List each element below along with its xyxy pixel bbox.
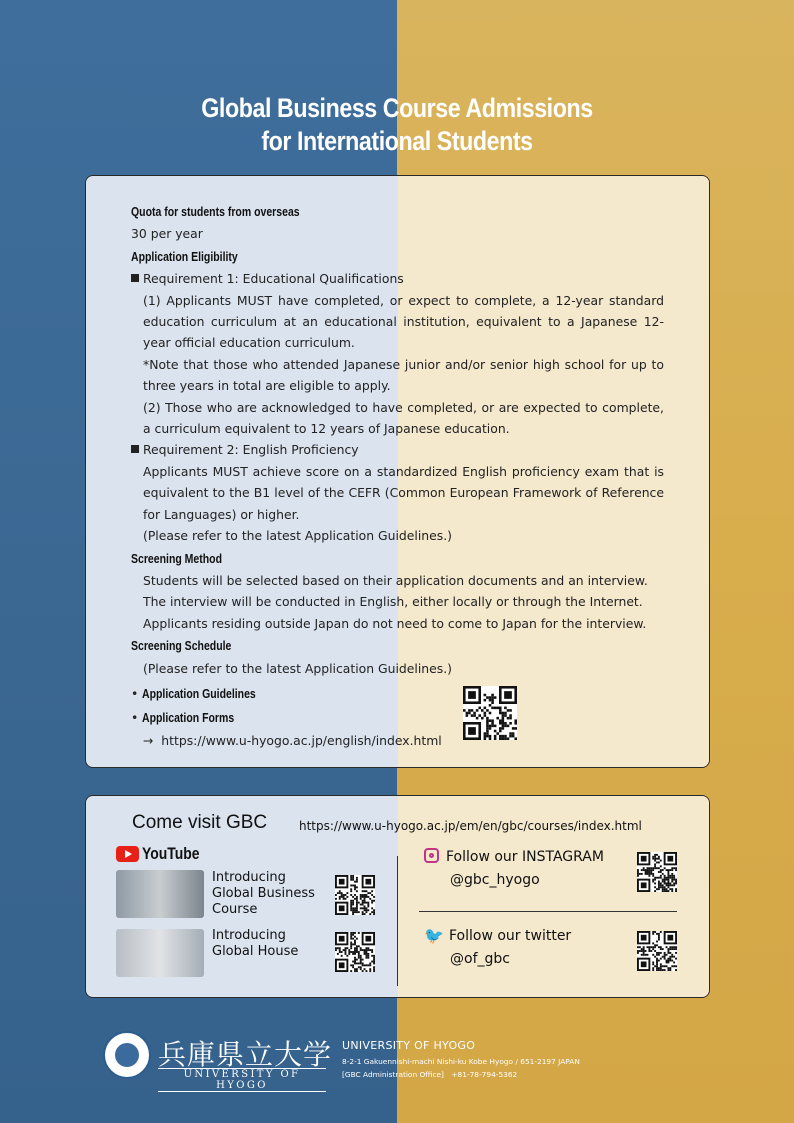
- qr-code-twitter[interactable]: [637, 931, 677, 971]
- guidelines-bullet: • Application Guidelines: [131, 685, 257, 701]
- quota-value: 30 per year: [131, 226, 203, 242]
- arrow-right-icon: →: [143, 732, 154, 748]
- screening-method-line-3: Applicants residing outside Japan do not need to come to Japan for the interview.: [143, 615, 647, 631]
- page-title: [56, 92, 739, 158]
- qr-code-application[interactable]: [463, 686, 517, 740]
- screening-schedule-line: (Please refer to the latest Application Guidelines.): [143, 660, 453, 676]
- office-phone: [GBC Administration Office] +81-78-794-5362: [342, 1070, 518, 1079]
- requirement-2-paragraph-1: Applicants MUST achieve score on a standardized English proficiency exam that is equivalent to the B1 level of the CEFR (Common European Framework of Reference for Languages) or higher.: [143, 463, 664, 522]
- instagram-icon: [424, 848, 439, 863]
- video-thumbnail-global-house[interactable]: [116, 929, 204, 977]
- requirement-2-paragraph-2: (Please refer to the latest Application Guidelines.): [143, 528, 453, 544]
- youtube-icon: [116, 846, 139, 862]
- address: 8-2-1 Gakuennishi-machi Nishi-ku Kobe Hyogo / 651-2197 JAPAN: [342, 1057, 580, 1066]
- university-seal-logo: [103, 1031, 151, 1079]
- requirement-1-paragraph-1: (1) Applicants MUST have completed, or expect to complete, a 12-year standard education curriculum at an educational institution, equivalent to a Japanese 12-year official education curriculum.: [143, 292, 664, 351]
- youtube-logo: YouTube: [116, 844, 212, 864]
- square-bullet-icon: [131, 274, 139, 282]
- university-name-japanese: 兵庫県立大学: [158, 1038, 333, 1071]
- divider-vertical: [397, 856, 398, 986]
- title-line-1: Global Business Course Admissions: [201, 93, 593, 123]
- application-link[interactable]: → https://www.u-hyogo.ac.jp/english/index.html: [143, 732, 442, 748]
- title-line-2: for International Students: [261, 126, 533, 156]
- address-block: [342, 1055, 580, 1081]
- admissions-info-panel: [85, 175, 710, 768]
- divider-horizontal: [419, 911, 677, 912]
- qr-code-instagram[interactable]: [637, 852, 677, 892]
- requirement-2-title: Requirement 2: English Proficiency: [131, 439, 664, 460]
- forms-bullet: • Application Forms: [131, 710, 235, 726]
- university-name: UNIVERSITY OF HYOGO: [342, 1039, 476, 1052]
- requirement-1-note: *Note that those who attended Japanese junior and/or senior high school for up to three years in total are eligible to apply.: [143, 356, 664, 394]
- university-name-english-logo: UNIVERSITY OF HYOGO: [158, 1068, 326, 1092]
- screening-method-line-1: Students will be selected based on their application documents and an interview.: [143, 572, 648, 588]
- quota-heading: Quota for students from overseas: [131, 205, 300, 219]
- twitter-handle: @of_gbc: [450, 951, 510, 967]
- video-title-gbc[interactable]: Introducing Global Business Course: [212, 870, 315, 917]
- screening-method-heading: Screening Method: [131, 551, 223, 566]
- eligibility-heading: Application Eligibility: [131, 249, 238, 264]
- video-title-global-house[interactable]: Introducing Global House: [212, 928, 299, 959]
- requirement-1-title: Requirement 1: Educational Qualifications: [131, 268, 664, 289]
- instagram-handle: @gbc_hyogo: [450, 872, 540, 888]
- instagram-block[interactable]: Follow our INSTAGRAM @gbc_hyogo: [424, 846, 604, 892]
- screening-schedule-heading: Screening Schedule: [131, 639, 232, 654]
- square-bullet-icon: [131, 445, 139, 453]
- visit-title: Come visit GBC: [132, 812, 268, 833]
- requirement-1-paragraph-2: (2) Those who are acknowledged to have completed, or are expected to complete, a curriculum equivalent to 12 years of Japanese education.: [143, 399, 664, 437]
- come-visit-panel: [85, 795, 710, 998]
- visit-url[interactable]: https://www.u-hyogo.ac.jp/em/en/gbc/courses/index.html: [299, 819, 642, 833]
- screening-method-line-2: The interview will be conducted in English, either locally or through the Internet.: [143, 594, 643, 610]
- qr-code-video-gbc[interactable]: [335, 875, 375, 915]
- twitter-bird-icon: 🐦: [424, 926, 444, 945]
- qr-code-video-global-house[interactable]: [335, 932, 375, 972]
- twitter-block[interactable]: 🐦 Follow our twitter @of_gbc: [424, 924, 571, 971]
- video-thumbnail-gbc[interactable]: [116, 870, 204, 918]
